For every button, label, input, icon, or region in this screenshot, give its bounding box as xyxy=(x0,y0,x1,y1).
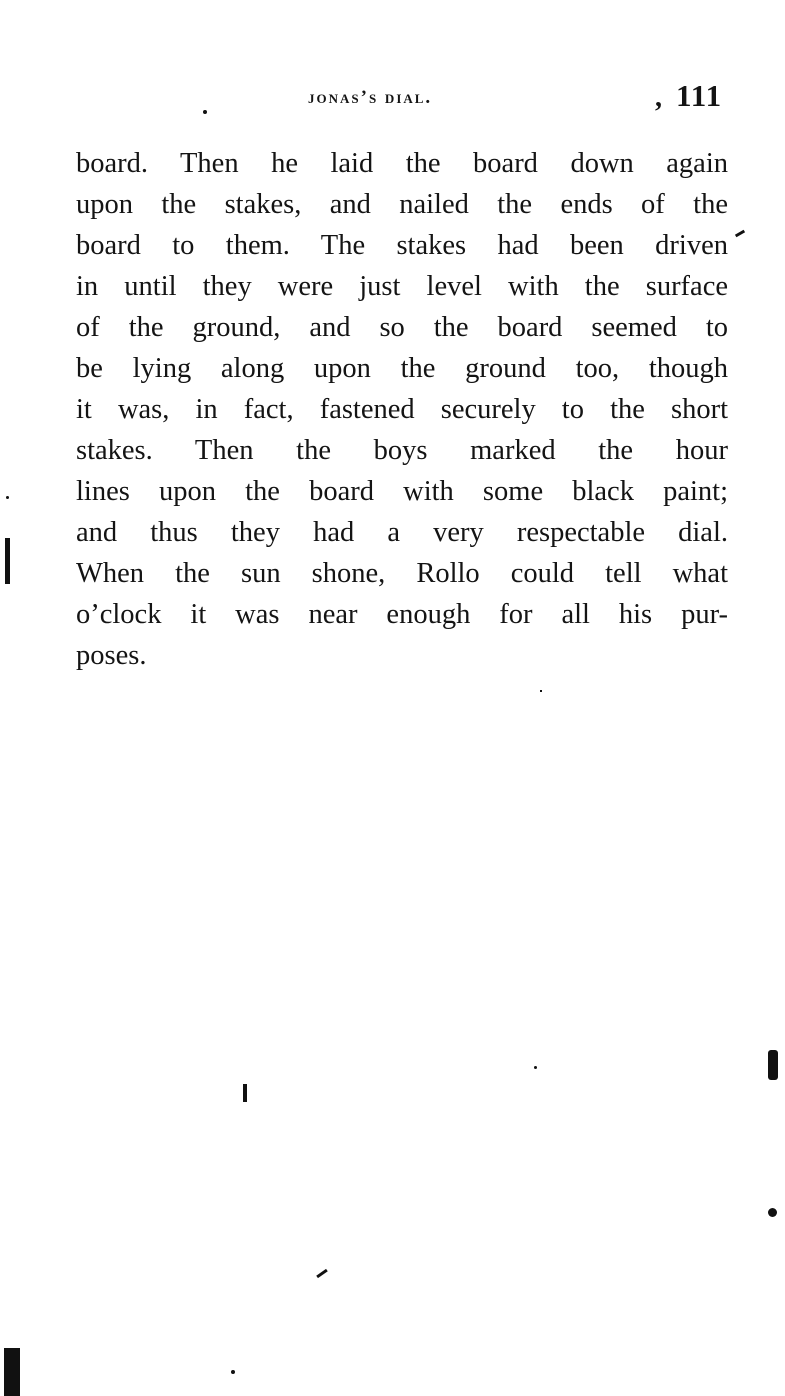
text-line: board. Then he laid the board down again xyxy=(76,148,728,179)
scan-speck xyxy=(231,1370,235,1374)
running-head xyxy=(0,78,785,118)
scan-speck xyxy=(316,1269,328,1278)
page-number: 111 xyxy=(676,78,723,113)
text-line: upon the stakes, and nailed the ends of the xyxy=(76,189,728,220)
scan-speck xyxy=(768,1050,778,1080)
text-line: of the ground, and so the board seemed to xyxy=(76,312,728,343)
text-line: poses. xyxy=(76,640,147,671)
scan-speck xyxy=(4,1348,20,1396)
text-line: When the sun shone, Rollo could tell what xyxy=(76,558,728,589)
scan-speck xyxy=(735,230,745,238)
text-line: and thus they had a very respectable dial. xyxy=(76,517,728,548)
scan-speck xyxy=(6,496,9,499)
scan-speck xyxy=(534,1066,537,1069)
running-title: jonas’s dial. xyxy=(308,87,433,108)
text-line: it was, in fact, fastened securely to the short xyxy=(76,394,728,425)
scan-speck xyxy=(243,1084,247,1102)
scan-speck xyxy=(5,538,10,584)
text-line: be lying along upon the ground too, though xyxy=(76,353,728,384)
text-line: o’clock it was near enough for all his pur- xyxy=(76,599,728,630)
text-line: lines upon the board with some black paint; xyxy=(76,476,728,507)
text-line: stakes. Then the boys marked the hour xyxy=(76,435,728,466)
text-line: board to them. The stakes had been driven xyxy=(76,230,728,261)
body-paragraph xyxy=(76,143,728,676)
text-line: in until they were just level with the surface xyxy=(76,271,728,302)
scan-speck xyxy=(540,690,542,692)
scan-speck xyxy=(203,110,207,114)
header-comma: , xyxy=(655,82,662,113)
scan-speck xyxy=(768,1208,777,1217)
